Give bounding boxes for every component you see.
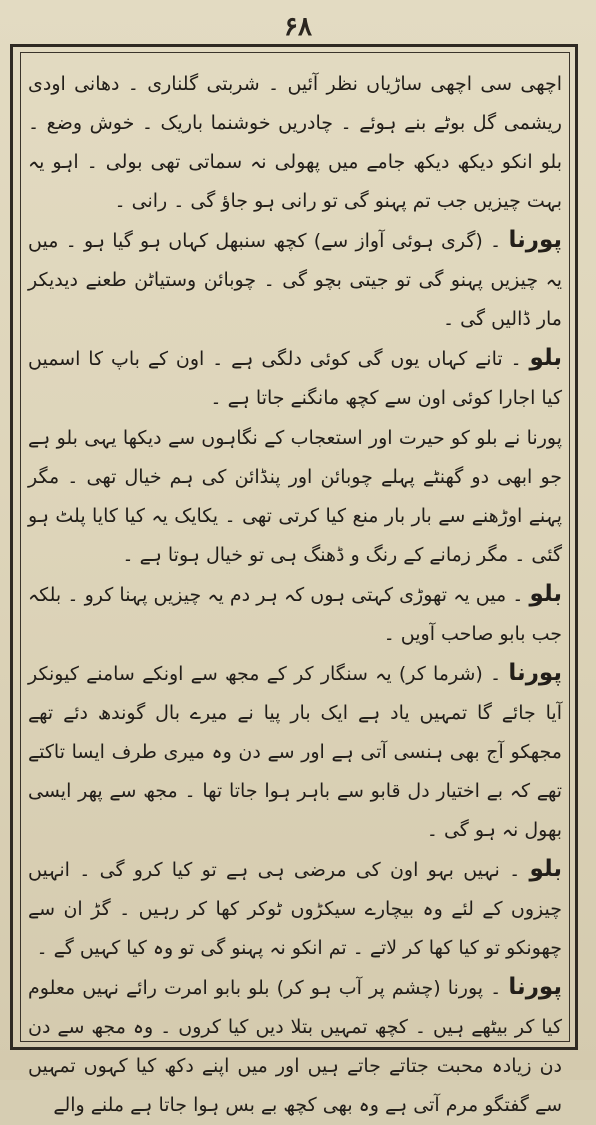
paragraph-text: پورنا نے بلو کو حیرت اور استعجاب کے نگاہوں سے دیکھا یہی بلو ہے جو ابھی دو گھنٹے پہلے چوبائن اور پنڈائن کی ہم خیال تھی ۔ مگر پہنے اوڑھنے سے بار بار منع کیا کرتی تھی ۔ یکایک یہ کیا کایا پلٹ ہو گئی ۔ مگر زمانے کے رنگ و ڈھنگ ہی تو خیال ہوتا ہے ۔ bbox=[28, 427, 562, 566]
urdu-text-body bbox=[28, 64, 563, 1116]
paragraph-8 bbox=[28, 968, 562, 1125]
paragraph-3 bbox=[28, 339, 562, 418]
speaker-name: بلو bbox=[529, 581, 562, 607]
paragraph-text: ۔ (گری ہوئی آواز سے) کچھ سنبھل کہاں ہو گیا ہو ۔ میں یہ چیزیں پہنو گی تو جیتی بچو گی ۔ چوبائن وستیاٹن طعنے دیدیکر مار ڈالیں گی ۔ bbox=[28, 230, 562, 330]
paragraph-7 bbox=[28, 850, 562, 968]
paragraph-6 bbox=[28, 654, 562, 850]
paragraph-text: ۔ (شرما کر) یہ سنگار کر کے مجھ سے اونکے سامنے کیونکر آیا جائے گا تمہیں یاد ہے ایک بار پیا نے میرے بال گوندھ دئے تھے مجھکو آج بھی ہنسی آتی ہے اور سے دن وہ میری طرف ایسا تاکتے تھے کہ بے اختیار دل قابو سے باہر ہوا جاتا تھا ۔ مجھ سے پھر ایسی بھول نہ ہو گی ۔ bbox=[28, 663, 562, 841]
paragraph-text: ۔ پورنا (چشم پر آب ہو کر) بلو بابو امرت رائے نہیں معلوم کیا کر بیٹھے ہیں ۔ کچھ تمہیں بتلا دیں کیا کروں ۔ وہ مجھ سے دن دن زیادہ محبت جتاتے جاتے ہیں اور میں اپنے دکھ کیا کہوں تمہیں سے گفتگو مرم آتی ہے وہ بھی کچھ بے بس ہوا جاتا ہے ملنے والے bbox=[28, 977, 562, 1116]
speaker-name: پورنا bbox=[508, 660, 562, 686]
speaker-name: پورنا bbox=[508, 227, 563, 253]
speaker-name: پورنا bbox=[508, 974, 562, 1000]
speaker-name: بلو bbox=[529, 856, 562, 882]
paragraph-text: اچھی سی اچھی ساڑیاں نظر آئیں ۔ شربتی گلناری ۔ دھانی اودی ریشمی گل بوٹے بنے ہوئے ۔ چادریں خوشنما باریک ۔ خوش وضع ۔ بلو انکو دیکھ دیکھ جامے میں پھولی نہ سماتی تھی بولی ۔ اہو یہ بہت چیزیں جب تم پہنو گی تو رانی ہو جاؤ گی ۔ رانی ۔ bbox=[28, 73, 562, 212]
paragraph-5 bbox=[28, 575, 562, 654]
paragraph-text: ۔ تانے کہاں یوں گی کوئی دلگی ہے ۔ اون کے باپ کا اسمیں کیا اجارا کوئی اون سے کچھ مانگنے جاتا ہے ۔ bbox=[28, 348, 562, 409]
paragraph-2 bbox=[28, 221, 562, 339]
page-number: ۶۸ bbox=[284, 12, 312, 42]
paragraph-4 bbox=[28, 418, 562, 575]
paragraph-text: ۔ نہیں بہو اون کی مرضی ہی ہے تو کیا کرو گی ۔ انہیں چیزوں کے لئے وہ بیچارے سیکڑوں ٹوکر کھا کر رہیں ۔ گڑ ان سے چھونکو تو کیا کھا کر لاتے ۔ تم انکو نہ پہنو گی تو وہ کیا کہیں گے ۔ bbox=[28, 859, 562, 959]
paragraph-text: ۔ میں یہ تھوڑی کہتی ہوں کہ ہر دم یہ چیزیں پہنا کرو ۔ بلکہ جب بابو صاحب آویں ۔ bbox=[28, 584, 562, 645]
speaker-name: بلو bbox=[529, 345, 562, 371]
paragraph-1 bbox=[28, 64, 562, 221]
